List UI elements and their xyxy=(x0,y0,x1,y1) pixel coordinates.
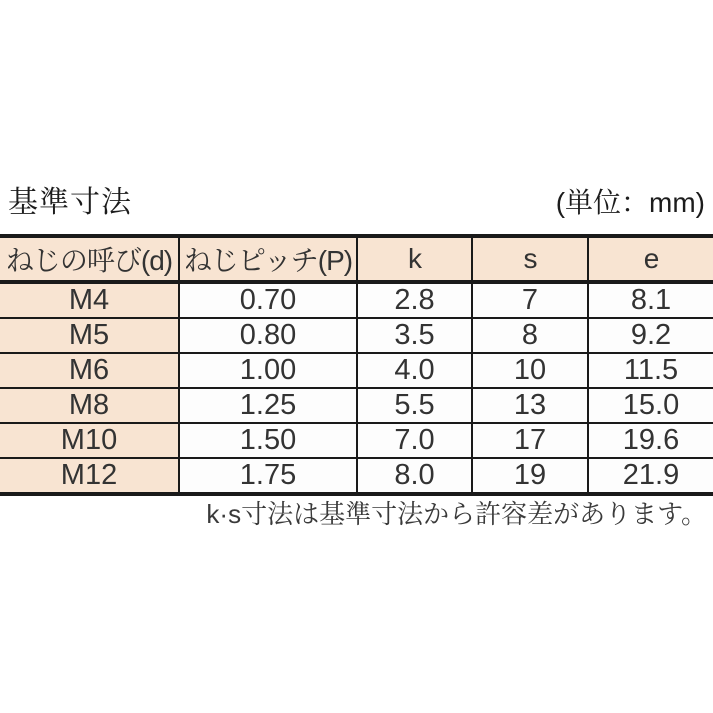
cell-k: 3.5 xyxy=(357,318,472,353)
cell-s: 17 xyxy=(472,423,588,458)
table-row xyxy=(0,318,713,353)
cell-k: 2.8 xyxy=(357,282,472,318)
cell-thread-size: M6 xyxy=(0,353,179,388)
cell-k: 5.5 xyxy=(357,388,472,423)
cell-pitch: 1.75 xyxy=(179,458,357,494)
cell-s: 8 xyxy=(472,318,588,353)
cell-pitch: 0.70 xyxy=(179,282,357,318)
cell-pitch: 1.00 xyxy=(179,353,357,388)
title-row xyxy=(0,186,713,220)
cell-e: 19.6 xyxy=(588,423,713,458)
spec-sheet xyxy=(0,186,713,530)
cell-s: 19 xyxy=(472,458,588,494)
cell-pitch: 0.80 xyxy=(179,318,357,353)
cell-s: 10 xyxy=(472,353,588,388)
page-title: 基準寸法 xyxy=(8,186,132,219)
cell-e: 15.0 xyxy=(588,388,713,423)
cell-thread-size: M12 xyxy=(0,458,179,494)
unit-label: (単位：mm) xyxy=(555,187,705,218)
column-header-s: s xyxy=(472,236,588,282)
header-row xyxy=(0,236,713,282)
table-row xyxy=(0,282,713,318)
cell-s: 13 xyxy=(472,388,588,423)
cell-e: 9.2 xyxy=(588,318,713,353)
table-row xyxy=(0,388,713,423)
column-header-pitch: ねじピッチ(P) xyxy=(179,236,357,282)
table-row xyxy=(0,423,713,458)
column-header-e: e xyxy=(588,236,713,282)
cell-k: 8.0 xyxy=(357,458,472,494)
dimension-table xyxy=(0,234,713,496)
tolerance-footnote: k·s寸法は基準寸法から許容差があります。 xyxy=(206,499,707,529)
cell-e: 21.9 xyxy=(588,458,713,494)
column-header-k: k xyxy=(357,236,472,282)
cell-thread-size: M10 xyxy=(0,423,179,458)
cell-pitch: 1.25 xyxy=(179,388,357,423)
column-header-thread-size: ねじの呼び(d) xyxy=(0,236,179,282)
table-row xyxy=(0,353,713,388)
cell-e: 8.1 xyxy=(588,282,713,318)
cell-pitch: 1.50 xyxy=(179,423,357,458)
cell-thread-size: M4 xyxy=(0,282,179,318)
cell-k: 4.0 xyxy=(357,353,472,388)
cell-thread-size: M8 xyxy=(0,388,179,423)
cell-k: 7.0 xyxy=(357,423,472,458)
table-row xyxy=(0,458,713,494)
cell-e: 11.5 xyxy=(588,353,713,388)
cell-s: 7 xyxy=(472,282,588,318)
cell-thread-size: M5 xyxy=(0,318,179,353)
